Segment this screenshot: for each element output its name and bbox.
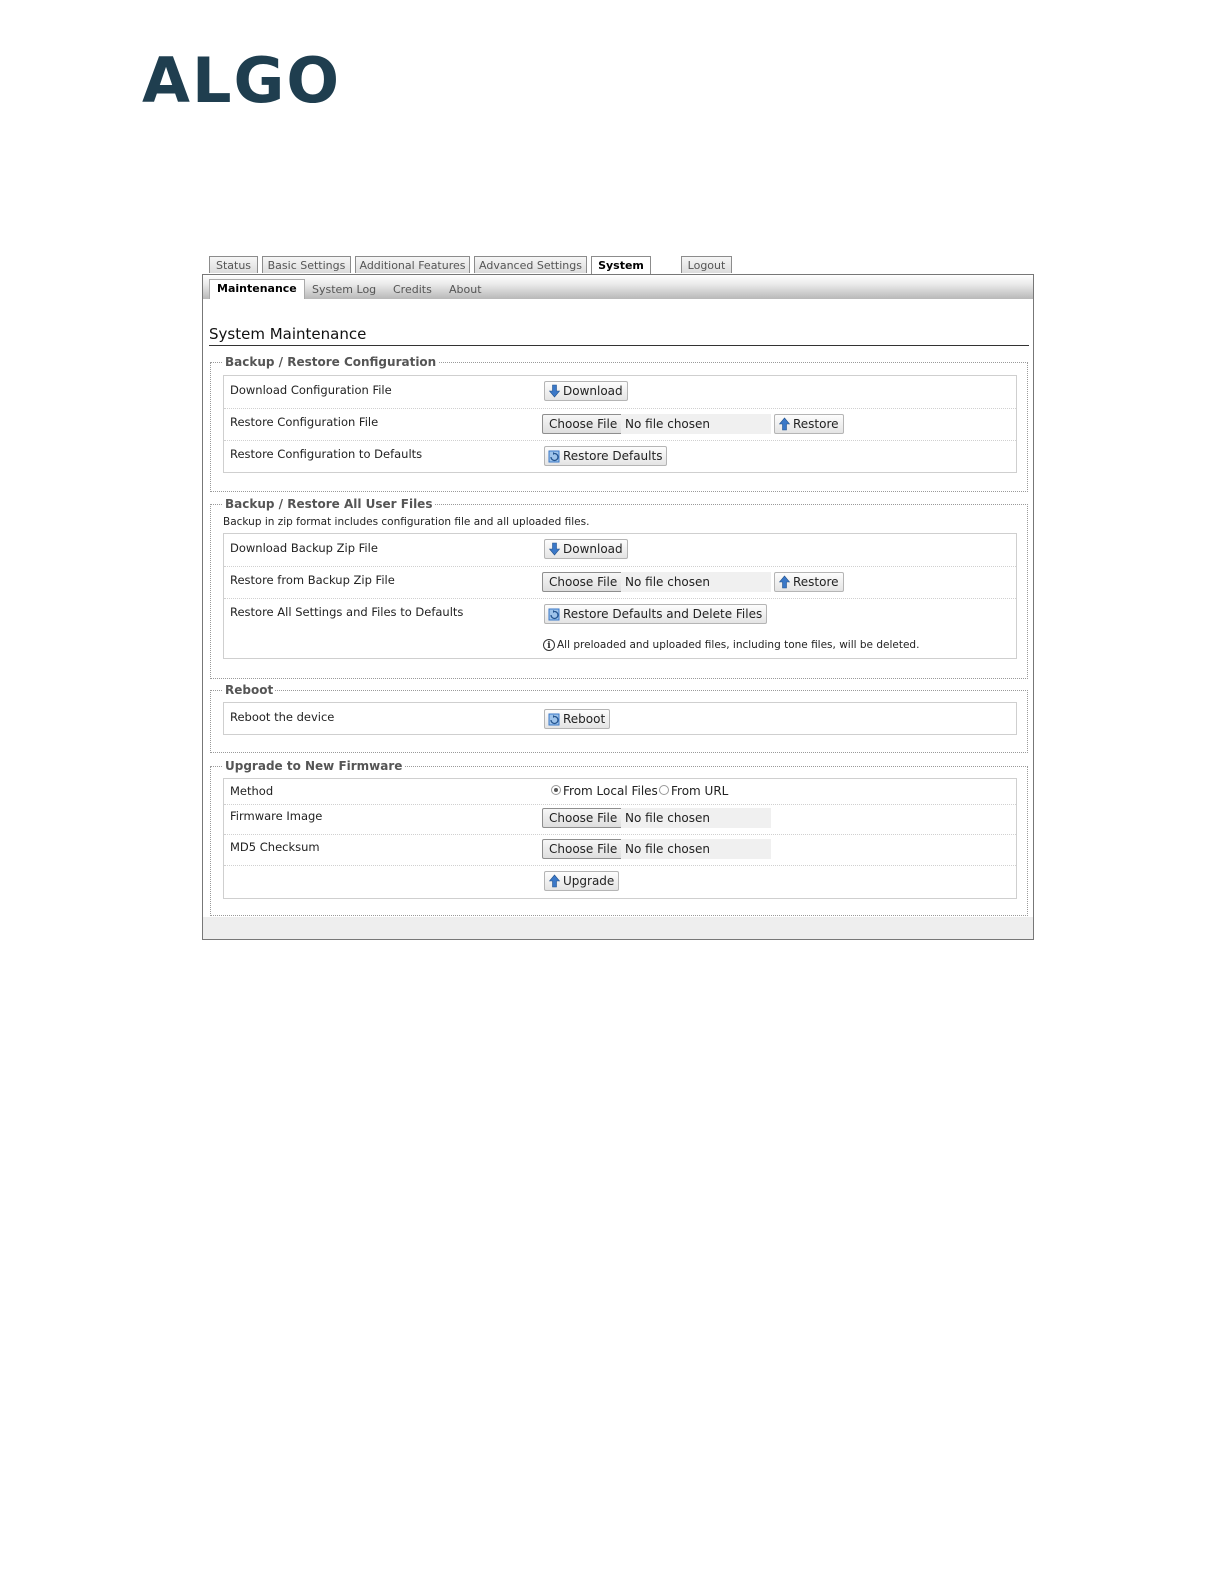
download-config-button[interactable] xyxy=(544,381,628,401)
backup-config-section xyxy=(210,355,1028,492)
button-label: Download xyxy=(563,542,623,556)
tab-basic-settings[interactable]: Basic Settings xyxy=(262,256,351,273)
row-label: Download Configuration File xyxy=(230,383,392,397)
upload-icon xyxy=(778,575,791,589)
algo-logo xyxy=(142,50,374,108)
radio-from-url[interactable] xyxy=(659,785,669,795)
download-icon xyxy=(548,384,561,398)
restore-zip-button[interactable] xyxy=(774,572,844,592)
row-label: MD5 Checksum xyxy=(230,840,320,854)
restore-config-button[interactable] xyxy=(774,414,844,434)
download-zip-button[interactable] xyxy=(544,539,628,559)
choose-file-button[interactable]: Choose File xyxy=(542,414,624,434)
section-legend: Upgrade to New Firmware xyxy=(225,759,403,773)
upgrade-button[interactable] xyxy=(544,871,619,891)
row-download-config xyxy=(224,376,1016,409)
tab-logout[interactable]: Logout xyxy=(681,256,732,273)
tab-additional-features[interactable]: Additional Features xyxy=(355,256,470,273)
button-label: Restore Defaults xyxy=(563,449,663,463)
section-note: Backup in zip format includes configuration file and all uploaded files. xyxy=(223,516,590,528)
subtab-system-log[interactable]: System Log xyxy=(312,283,377,296)
row-label: Restore All Settings and Files to Defaults xyxy=(230,605,464,619)
restore-icon xyxy=(548,449,561,463)
row-label: Restore Configuration File xyxy=(230,415,379,429)
content-panel xyxy=(202,274,1034,940)
row-reboot xyxy=(224,703,1016,734)
button-label: Restore Defaults and Delete Files xyxy=(563,607,763,621)
row-restore-config xyxy=(224,408,1016,441)
restore-icon xyxy=(548,712,561,726)
row-firmware-image xyxy=(224,804,1016,835)
tab-advanced-settings[interactable]: Advanced Settings xyxy=(474,256,587,273)
row-label: Reboot the device xyxy=(230,710,335,724)
backup-files-section xyxy=(210,497,1028,679)
reboot-section xyxy=(210,683,1028,753)
radio-label: From Local Files xyxy=(563,784,658,798)
file-status: No file chosen xyxy=(621,808,771,828)
row-label: Restore Configuration to Defaults xyxy=(230,447,423,461)
button-label: Reboot xyxy=(563,712,606,726)
row-label: Method xyxy=(230,784,274,798)
radio-label: From URL xyxy=(671,784,729,798)
restore-defaults-delete-files-button[interactable] xyxy=(544,604,767,624)
page-title: System Maintenance xyxy=(209,325,1029,346)
firmware-section xyxy=(210,759,1028,916)
tab-status[interactable]: Status xyxy=(209,256,258,273)
logo-text: ALGO xyxy=(142,50,342,108)
row-restore-zip xyxy=(224,566,1016,599)
button-label: Download xyxy=(563,384,623,398)
row-label: Download Backup Zip File xyxy=(230,541,378,555)
subtab-credits[interactable]: Credits xyxy=(393,283,432,296)
subtab-maintenance[interactable]: Maintenance xyxy=(209,279,305,299)
section-legend: Backup / Restore Configuration xyxy=(225,355,437,369)
file-status: No file chosen xyxy=(621,839,771,859)
row-method xyxy=(224,779,1016,805)
choose-md5-file-button[interactable]: Choose File xyxy=(542,839,624,859)
file-status: No file chosen xyxy=(621,572,771,592)
button-label: Restore xyxy=(793,417,839,431)
panel-footer xyxy=(203,917,1033,939)
reboot-table xyxy=(223,702,1017,735)
sub-tab-bar xyxy=(203,275,1033,299)
backup-files-table xyxy=(223,533,1017,659)
firmware-table xyxy=(223,778,1017,899)
row-md5 xyxy=(224,834,1016,866)
radio-from-local-files[interactable] xyxy=(551,785,561,795)
file-status: No file chosen xyxy=(621,414,771,434)
button-label: Restore xyxy=(793,575,839,589)
row-upgrade xyxy=(224,865,1016,898)
info-icon: i xyxy=(543,639,555,651)
choose-firmware-file-button[interactable]: Choose File xyxy=(542,808,624,828)
restore-defaults-button[interactable] xyxy=(544,446,667,466)
download-icon xyxy=(548,542,561,556)
row-label: Firmware Image xyxy=(230,809,323,823)
tab-system[interactable]: System xyxy=(591,256,651,275)
upload-icon xyxy=(778,417,791,431)
reboot-button[interactable] xyxy=(544,709,610,729)
upload-icon xyxy=(548,874,561,888)
section-legend: Reboot xyxy=(225,683,274,697)
row-download-zip xyxy=(224,534,1016,567)
section-legend: Backup / Restore All User Files xyxy=(225,497,433,511)
choose-file-button[interactable]: Choose File xyxy=(542,572,624,592)
row-restore-defaults xyxy=(224,440,1016,472)
restore-icon xyxy=(548,607,561,621)
button-label: Upgrade xyxy=(563,874,615,888)
subtab-about[interactable]: About xyxy=(449,283,482,296)
delete-warning: All preloaded and uploaded files, including tone files, will be deleted. xyxy=(557,639,920,651)
row-restore-all-defaults xyxy=(224,598,1016,658)
row-label: Restore from Backup Zip File xyxy=(230,573,395,587)
backup-config-table xyxy=(223,375,1017,473)
